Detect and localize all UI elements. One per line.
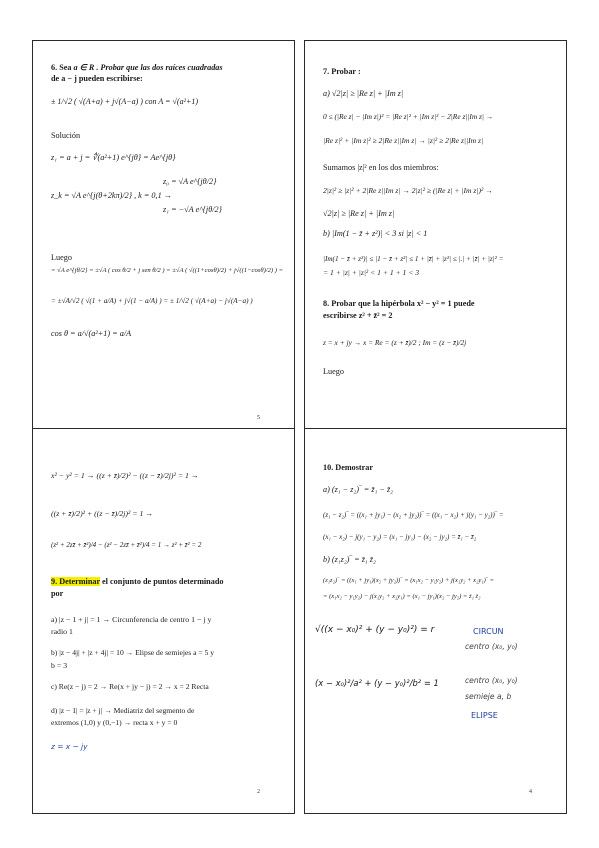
problem-8-heading: 8. Probar que la hipérbola x² − y² = 1 puede [323,299,475,308]
problem-7a-step3: 2|z|² ≥ |z|² + 2|Re z||Im z| → 2|z|² ≥ (|Re z| + |Im z|)² → [323,186,493,195]
hyperbola-step1: x² − y² = 1 → ((z + z̄)/2)² − ((z − z̄)/2j)² = 1 → [51,471,199,480]
formula-cos: cos θ = a/√(a²+1) = a/A [51,329,132,338]
hyperbola-step2: ((z + z̄)/2)² + ((z − z̄)/2j)² = 1 → [51,509,154,518]
page-panel-4 [304,428,567,814]
item-9d: d) |z − 1| = |z + j| → Mediatriz del segmento de [51,706,195,715]
handwritten-circun-label: CIRCUN [473,627,504,636]
problem-10b-step2: = (x₁x₂ − y₁y₂) − j(x₁y₂ + x₂y₁) = (x₁ − jy₁)(x₂ − jy₂) = z̄₁ z̄₂ [323,593,481,600]
highlighted-problem-number: 9. Determinar [51,577,100,586]
problem-7b-step1: |Im(1 − z̄ + z²)| ≤ |1 − z̄ + z²| ≤ 1 + |z̄| + |z²| ≤ |.| + |z̄| + |z|² = [323,255,504,263]
item-9c: c) Re(z − j) = 2 → Re(x + jy − j) = 2 → x = 2 Recta [51,682,209,691]
formula-luego-1: = √A e^{jθ/2} = ±√A ( cos θ/2 + j sen θ/2 ) = ±√A ( √((1+cosθ)/2) + j√((1−cosθ)/2) ) = [51,267,284,274]
page-panel-3 [32,428,295,814]
problem-8-luego: Luego [323,367,344,376]
problem-10a: a) (z₁ − z₂)‾ = z̄₁ − z̄₂ [323,485,394,494]
hyperbola-step3: (z² + 2zz̄ + z̄²)/4 − (z² − 2zz̄ + z̄²)/4 = 1 → z² + z̄² = 2 [51,541,202,549]
handwritten-ellipse-formula: (x − x₀)²/a² + (y − y₀)²/b² = 1 [315,678,439,688]
formula-zk: z_k = √A e^{j(θ+2kπ)/2} , k = 0,1 → [51,191,172,200]
handwritten-centro-2: centro (x₀, y₀) [465,676,518,685]
problem-6-heading-line2: de a − j pueden escribirse: [51,74,143,83]
problem-10a-step1: (z₁ − z₂)‾ = ((x₁ + jy₁) − (x₂ + jy₂))‾ = ((x₁ − x₂) + j(y₁ − y₂))‾ = [323,511,504,519]
page-number: 5 [257,415,260,421]
page-number: 2 [257,789,260,795]
solution-label: Solución [51,131,81,140]
page-panel-1 [32,40,295,440]
formula-main: ± 1/√2 ( √(A+a) + j√(A−a) ) con A = √(a²+1) [51,97,199,106]
problem-7a-step2: |Re z|² + |Im z|² ≥ 2|Re z||Im z| → |z|² ≥ 2|Re z||Im z| [323,136,484,145]
page-panel-2 [304,40,567,440]
item-9b: b) |z − 4j| + |z + 4j| = 10 → Elipse de semiejes a = 5 y [51,648,215,657]
problem-7-heading: 7. Probar : [323,67,361,76]
problem-9-heading [51,577,282,587]
problem-statement: a ∈ R . Probar que las dos raíces cuadradas [73,63,223,72]
handwritten-centro-1: centro (x₀, y₀) [465,642,518,651]
handwritten-elipse-label: ELIPSE [471,711,498,720]
formula-luego-2: = ±√A/√2 ( √(1 + a/A) + j√(1 − a/A) ) = ± 1/√2 ( √(A+a) − j√(A−a) ) [51,297,253,305]
problem-number: 6. Sea [51,63,72,72]
item-9a-line2: radio 1 [51,627,73,636]
problem-9-heading-line2: por [51,589,64,598]
problem-7b: b) |Im(1 − z̄ + z²)| < 3 si |z| < 1 [323,229,428,238]
problem-8-step: z = x + jy → x = Re = (z + z̄)/2 ; Im = (z − z̄)/2j [323,338,467,347]
problem-10b-step1: (z₁z₂)‾ = ((x₁ + jy₁)(x₂ + jy₂))‾ = (x₁x₂ − y₁y₂) + j(x₁y₂ + x₂y₁)‾ = [323,577,495,584]
item-9d-line2: extremos (1,0) y (0,−1) → recta x + y = 0 [51,718,178,727]
problem-10a-step2: (x₁ − x₂) − j(y₁ − y₂) = (x₁ − jy₁) − (x₂ − jy₂) = z̄₁ − z̄₂ [323,533,477,541]
handwritten-circle-formula: √((x − x₀)² + (y − y₀)²) = r [315,625,435,635]
problem-7a: a) √2|z| ≥ |Re z| + |Im z| [323,89,404,98]
root-z0: z₀ = √A e^{jθ/2} [163,177,217,186]
problem-7b-step2: = 1 + |z| + |z|² < 1 + 1 + 1 < 3 [323,268,420,277]
formula-z: z₁ = a + j = ∜(a²+1) e^{jθ} = Ae^{jθ} [51,153,176,162]
root-z1: z₁ = −√A e^{jθ/2} [163,205,222,214]
page-number: 4 [529,789,532,795]
problem-7a-step1: 0 ≤ (|Re z| − |Im z|)² = |Re z|² + |Im z|² − 2|Re z||Im z| → [323,112,494,121]
problem-8-heading-line2: escribirse z² + z̄² = 2 [323,311,393,320]
luego-label: Luego [51,253,72,262]
problem-9-statement: el conjunto de puntos determinado [99,577,224,586]
problem-10-heading: 10. Demostrar [323,463,374,472]
handwritten-semiejes: semieje a, b [465,692,512,701]
problem-10b: b) (z₁z₂)‾ = z̄₁ z̄₂ [323,555,376,564]
problem-6-heading [51,63,282,73]
problem-7a-result: √2|z| ≥ |Re z| + |Im z| [323,209,395,218]
item-9b-line2: b = 3 [51,661,68,670]
handwritten-note: z = x − jy [51,742,88,751]
item-9a: a) |z − 1 + j| = 1 → Circunferencia de centro 1 − j y [51,615,212,624]
sum-note: Sumamos |z|² en los dos miembros: [323,163,439,172]
